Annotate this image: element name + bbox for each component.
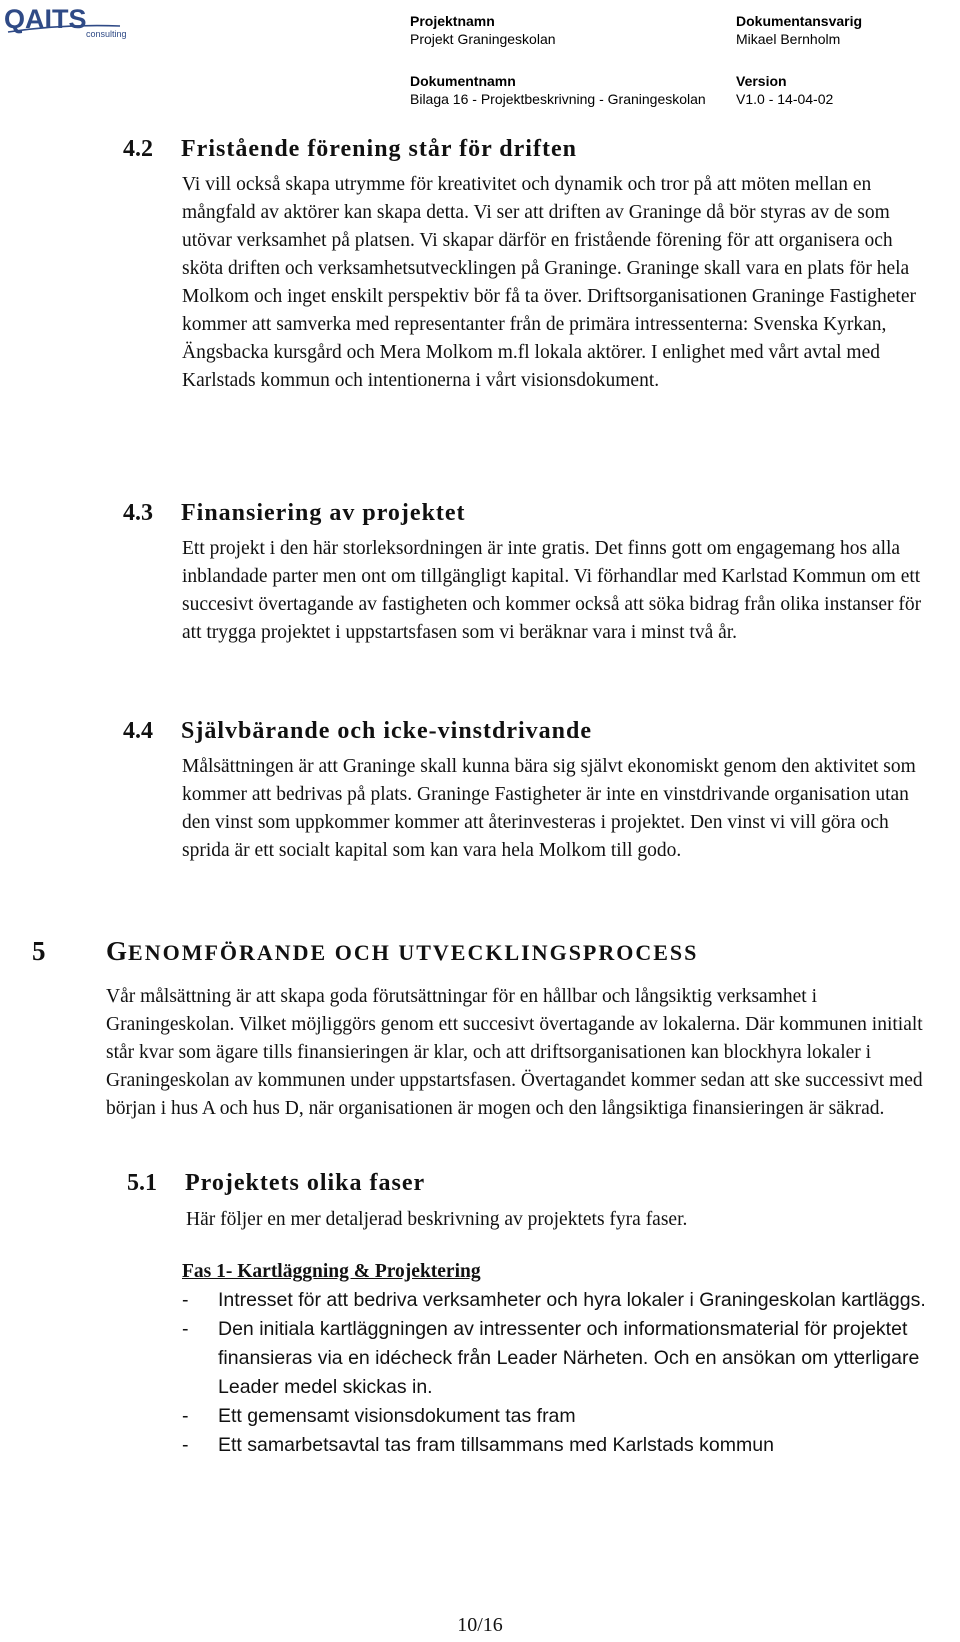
list-dash: - [182,1289,189,1311]
list-dash: - [182,1318,189,1340]
section-number: 5.1 [127,1170,157,1196]
list-item [182,1431,960,1460]
phase-1-list [182,1286,960,1460]
chapter-5-body: Vår målsättning är att skapa goda förutsättningar för en hållbar och långsiktig verksamhet i Graningeskolan. Vilket möjliggörs genom ett succesivt övertagande av lokalerna. Där kommunen initialt står kvar som ägare tills finansieringen är klar, och att driftsorganisationen kan blockhyra lokaler i Graningeskolan av kommunen under uppstartsfasen. Övertagandet kommer sedan att ske successivt med början i hus A och hus D, när organisationen är mogen och den långsiktiga finansieringen är säkrad. [106,986,923,1119]
section-title: Fristående förening står för driften [181,136,577,162]
list-dash: - [182,1434,189,1456]
section-5-1-heading [127,1170,425,1197]
section-4-4-heading [123,718,592,745]
svg-text:consulting: consulting [86,29,127,39]
section-title: Självbärande och icke-vinstdrivande [181,718,593,744]
section-4-2-heading [123,136,577,163]
section-4-4-body: Målsättningen är att Graninge skall kunna bära sig självt ekonomiskt genom den aktivitet som kommer att bedrivas på plats. Graninge Fastigheter är inte en vinstdrivande organisation utan den vinst som uppkommer kommer att återinvesteras i projektet. Den vinst vi vill göra och sprida är ett socialt kapital som kan vara hela Molkom till godo. [182,756,916,861]
section-4-3-body: Ett projekt i den här storleksordningen är inte gratis. Det finns gott om engagemang hos alla inblandade parter men ont om tillgängligt kapital. Vi förhandlar med Karlstad Kommun om ett succesivt övertagande av fastigheten och kommer också att söka bidrag från olika instanser för att trygga projektet i uppstartsfasen som vi beräknar vara i minst två år. [182,538,922,643]
svg-text:QAITS: QAITS [4,4,87,34]
project-name-label: Projektnamn [410,13,495,29]
document-owner-block [736,12,862,48]
chapter-number: 5 [32,936,47,966]
section-number: 4.4 [123,718,153,744]
list-item [182,1402,960,1431]
document-name-block [410,72,706,108]
page-number: 10/16 [457,1614,503,1636]
version-block [736,72,833,108]
section-number: 4.2 [123,136,153,162]
chapter-title-rest: ENOMFÖRANDE OCH UTVECKLINGSPROCESS [128,940,699,965]
company-logo [2,4,142,40]
section-title: Finansiering av projektet [181,500,466,526]
section-number: 4.3 [123,500,153,526]
project-name-value: Projekt Graningeskolan [410,31,556,47]
document-owner-value: Mikael Bernholm [736,31,841,47]
list-item [182,1315,960,1402]
list-item-text: Ett samarbetsavtal tas fram tillsammans med Karlstads kommun [218,1434,774,1456]
document-name-value: Bilaga 16 - Projektbeskrivning - Graningeskolan [410,91,706,107]
list-dash: - [182,1405,189,1427]
phase-1-heading: Fas 1- Kartläggning & Projektering [182,1261,481,1282]
document-name-label: Dokumentnamn [410,73,516,89]
section-5-1-body: Här följer en mer detaljerad beskrivning av projektets fyra faser. [186,1209,688,1230]
list-item [182,1286,960,1315]
chapter-5-heading [32,936,698,967]
section-title: Projektets olika faser [185,1170,426,1196]
list-item-text: Den initiala kartläggningen av intressenter och informationsmaterial för projektet finansieras via en idécheck från Leader Närheten. Och en ansökan om ytterligare Leader medel skickas in. [218,1318,920,1398]
project-name-block [410,12,556,48]
section-4-2-body: Vi vill också skapa utrymme för kreativitet och dynamik och tror på att möten mellan en mångfald av aktörer kan skapa detta. Vi ser att driften av Graninge då bör styras av de som utövar verksamhet på platsen. Vi skapar därför en fristående förening för att organisera och sköta driften och verksamhetsutvecklingen på Graninge. Graninge skall vara en plats för hela Molkom och inget enskilt perspektiv bör få ta över. Driftsorganisationen Graninge Fastigheter kommer att samverka med representanter från de primära intressenterna: Svenska Kyrkan, Ängsbacka kursgård och Mera Molkom m.fl lokala aktörer. I enlighet med vårt avtal med Karlstads kommun och intentionerna i vårt visionsdokument. [182,174,916,391]
chapter-title-initial: G [106,936,129,966]
version-value: V1.0 - 14-04-02 [736,91,834,107]
list-item-text: Ett gemensamt visionsdokument tas fram [218,1405,576,1427]
document-owner-label: Dokumentansvarig [736,13,863,29]
version-label: Version [736,73,787,89]
list-item-text: Intresset för att bedriva verksamheter och hyra lokaler i Graningeskolan kartläggs. [218,1289,926,1311]
section-4-3-heading [123,500,466,527]
